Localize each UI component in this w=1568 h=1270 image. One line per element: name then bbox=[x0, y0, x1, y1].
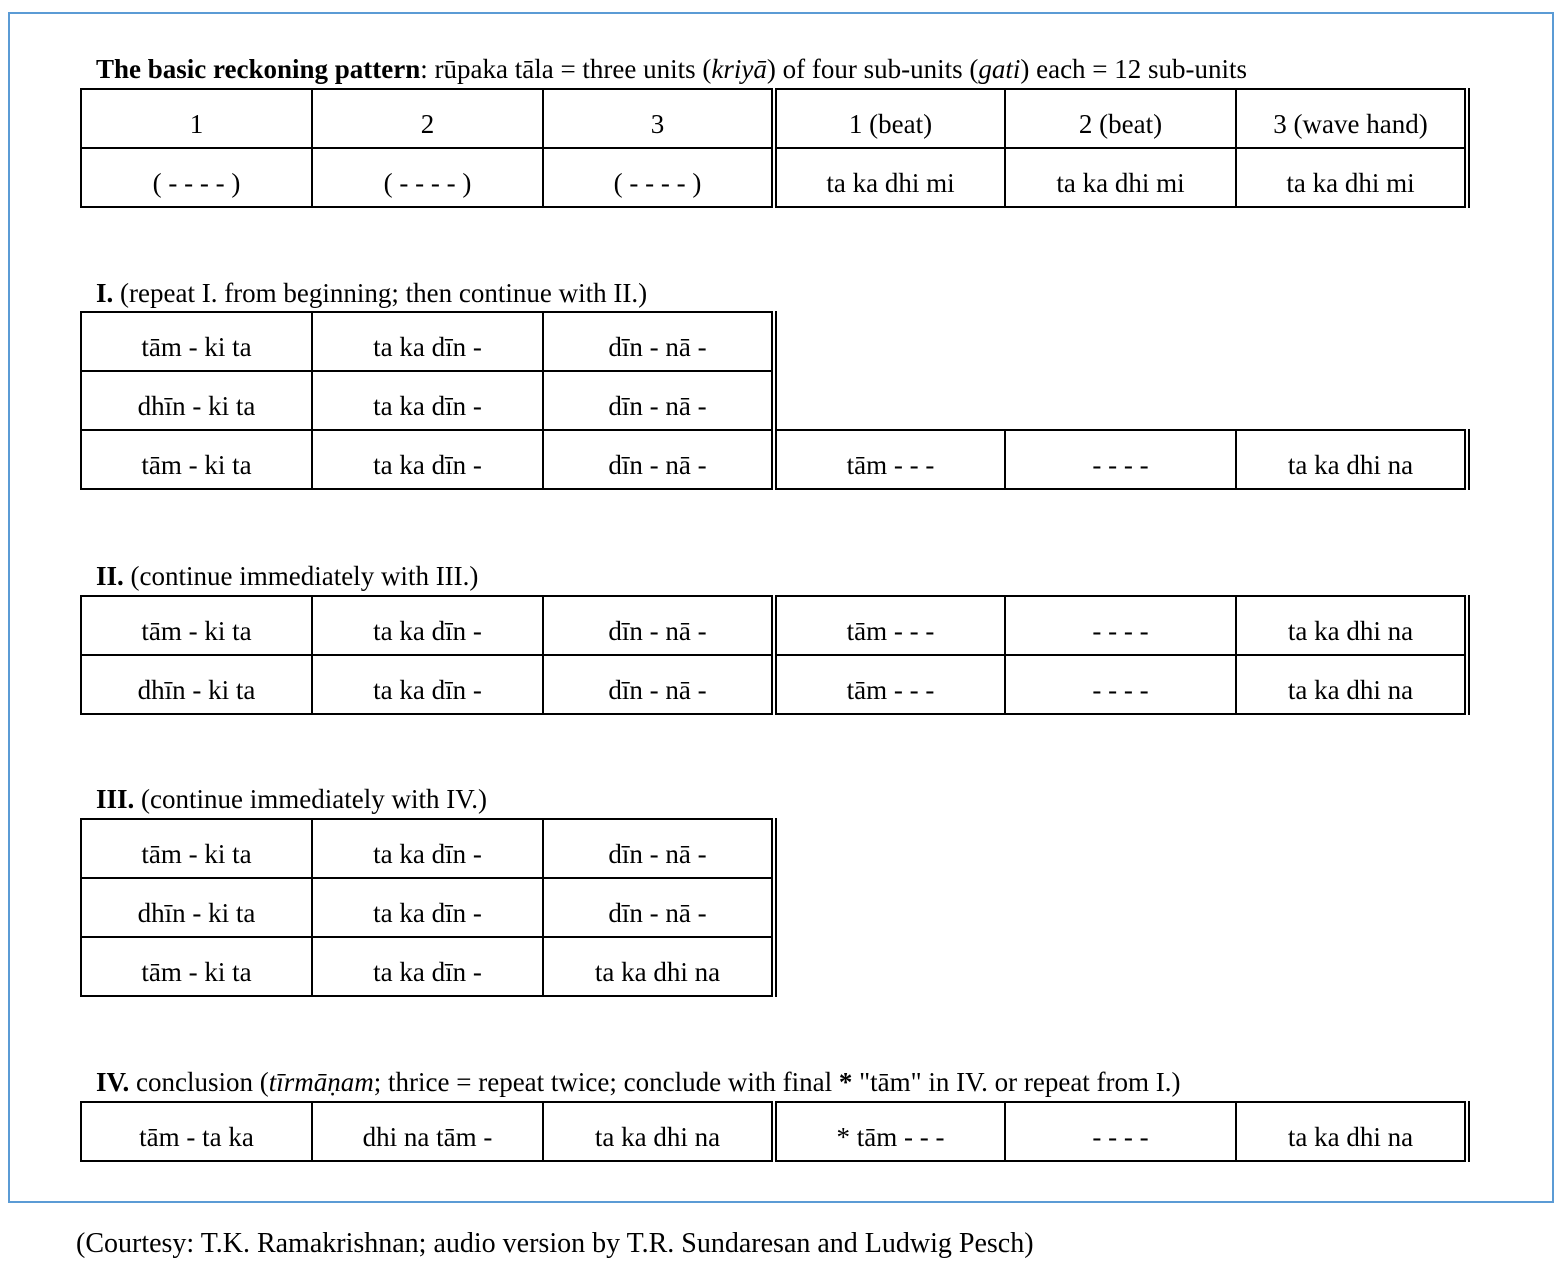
table-cell: 3 bbox=[543, 89, 774, 148]
table-row bbox=[81, 596, 1467, 655]
table-cell: ta ka dīn - bbox=[312, 655, 543, 714]
section-2-table bbox=[80, 595, 1470, 715]
table-cell: ( - - - - ) bbox=[543, 148, 774, 207]
table-cell: tām - ki ta bbox=[81, 430, 312, 489]
table-cell: tām - - - bbox=[774, 596, 1005, 655]
section-3-heading: III. (continue immediately with IV.) bbox=[96, 784, 487, 814]
table-cell: 2 (beat) bbox=[1005, 89, 1236, 148]
section-2-heading: II. (continue immediately with III.) bbox=[96, 561, 479, 591]
table-cell: ta ka dhi na bbox=[1236, 596, 1467, 655]
table-cell: ta ka dhi na bbox=[1236, 655, 1467, 714]
table-row bbox=[81, 937, 774, 996]
basic-pattern-table bbox=[80, 88, 1470, 208]
table-cell: dhīn - ki ta bbox=[81, 371, 312, 430]
table-cell: dhīn - ki ta bbox=[81, 655, 312, 714]
table-row bbox=[81, 89, 1467, 148]
table-cell: 1 (beat) bbox=[774, 89, 1005, 148]
table-cell: - - - - bbox=[1005, 1102, 1236, 1161]
table-cell: dīn - nā - bbox=[543, 819, 774, 878]
table-row bbox=[81, 655, 1467, 714]
section-4-table bbox=[80, 1101, 1470, 1162]
table-cell: - - - - bbox=[1005, 596, 1236, 655]
table-cell: tām - ta ka bbox=[81, 1102, 312, 1161]
table-cell: tām - - - bbox=[774, 655, 1005, 714]
table-cell: ta ka dīn - bbox=[312, 596, 543, 655]
table-cell: ta ka dhi na bbox=[1236, 1102, 1467, 1161]
table-cell: - - - - bbox=[1005, 655, 1236, 714]
table-cell: ( - - - - ) bbox=[312, 148, 543, 207]
table-cell: dhi na tām - bbox=[312, 1102, 543, 1161]
table-cell: ta ka dhi na bbox=[1236, 430, 1467, 489]
table-row bbox=[81, 819, 774, 878]
table-row bbox=[81, 878, 774, 937]
table-cell: tām - ki ta bbox=[81, 937, 312, 996]
section-1-table bbox=[80, 311, 1470, 490]
table-cell: 1 bbox=[81, 89, 312, 148]
table-cell: ta ka dīn - bbox=[312, 430, 543, 489]
table-cell: - - - - bbox=[1005, 430, 1236, 489]
table-cell: ta ka dhi mi bbox=[1005, 148, 1236, 207]
table-cell: tām - ki ta bbox=[81, 819, 312, 878]
table-row bbox=[81, 148, 1467, 207]
table-cell: ta ka dhi mi bbox=[1236, 148, 1467, 207]
table-row bbox=[81, 1102, 1467, 1161]
table-cell: ta ka dīn - bbox=[312, 819, 543, 878]
table-cell: dīn - nā - bbox=[543, 878, 774, 937]
table-cell: dīn - nā - bbox=[543, 312, 774, 371]
table-cell: dhīn - ki ta bbox=[81, 878, 312, 937]
table-cell: * tām - - - bbox=[774, 1102, 1005, 1161]
table-cell: tām - - - bbox=[774, 430, 1005, 489]
table-cell: ta ka dhi mi bbox=[774, 148, 1005, 207]
table-row bbox=[81, 371, 1467, 430]
table-row bbox=[81, 430, 1467, 489]
table-row bbox=[81, 312, 1467, 371]
table-cell: dīn - nā - bbox=[543, 655, 774, 714]
courtesy-note: (Courtesy: T.K. Ramakrishnan; audio version by T.R. Sundaresan and Ludwig Pesch) bbox=[76, 1228, 1034, 1259]
empty-space bbox=[774, 371, 1467, 430]
table-cell: ( - - - - ) bbox=[81, 148, 312, 207]
table-cell: ta ka dīn - bbox=[312, 312, 543, 371]
table-cell: tām - ki ta bbox=[81, 596, 312, 655]
table-cell: dīn - nā - bbox=[543, 596, 774, 655]
table-cell: ta ka dīn - bbox=[312, 878, 543, 937]
table-cell: ta ka dhi na bbox=[543, 937, 774, 996]
table-cell: 3 (wave hand) bbox=[1236, 89, 1467, 148]
table-cell: dīn - nā - bbox=[543, 371, 774, 430]
table-cell: 2 bbox=[312, 89, 543, 148]
section-4-heading: IV. conclusion (tīrmāṇam; thrice = repeat twice; conclude with final * "tām" in IV. or repeat from I.) bbox=[96, 1067, 1181, 1097]
table-cell: ta ka dīn - bbox=[312, 371, 543, 430]
table-cell: tām - ki ta bbox=[81, 312, 312, 371]
basic-pattern-heading: The basic reckoning pattern: rūpaka tāla = three units (kriyā) of four sub-units (gati) each = 12 sub-units bbox=[96, 54, 1248, 84]
table-cell: dīn - nā - bbox=[543, 430, 774, 489]
table-cell: ta ka dīn - bbox=[312, 937, 543, 996]
section-1-heading: I. (repeat I. from beginning; then continue with II.) bbox=[96, 278, 648, 308]
section-3-table bbox=[80, 818, 777, 997]
empty-space bbox=[774, 312, 1467, 371]
table-cell: ta ka dhi na bbox=[543, 1102, 774, 1161]
